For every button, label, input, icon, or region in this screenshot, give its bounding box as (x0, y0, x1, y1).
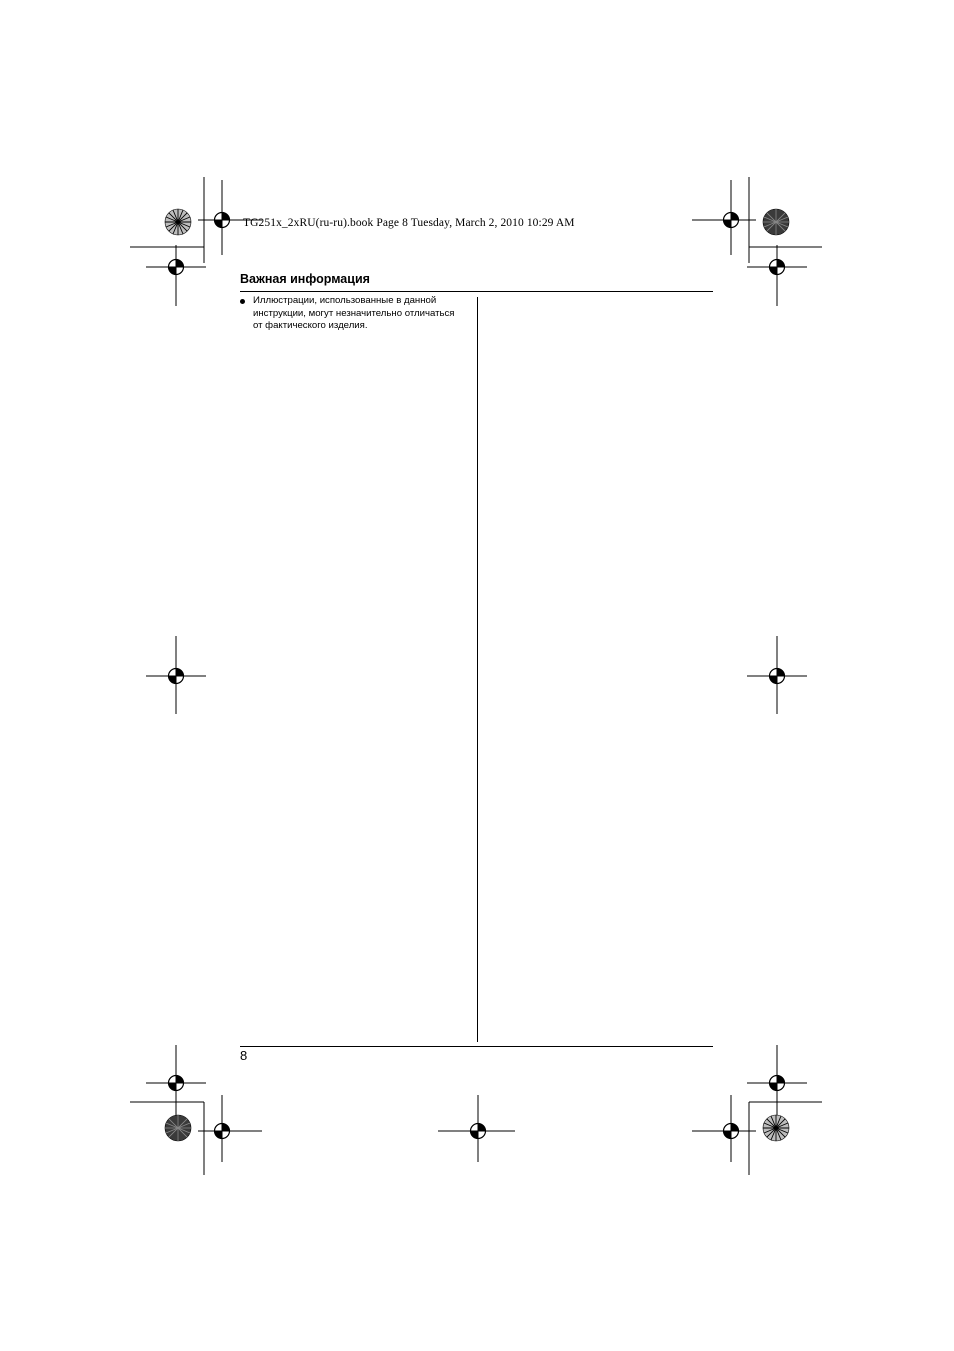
note-line: от фактического изделия. (253, 320, 368, 332)
section-title: Важная информация (240, 272, 370, 286)
note-line: инструкции, могут незначительно отличаться (253, 307, 455, 319)
page-number: 8 (240, 1048, 248, 1063)
bullet-dot (240, 299, 245, 304)
title-rule (240, 291, 713, 292)
file-info-header: TG251x_2xRU(ru-ru).book Page 8 Tuesday, March 2, 2010 10:29 AM (243, 217, 575, 229)
bullet-item (240, 295, 472, 333)
bullet-text (253, 295, 454, 333)
footer-rule (240, 1046, 713, 1047)
note-line: Иллюстрации, использованные в данной (253, 295, 437, 306)
column-divider (477, 297, 478, 1042)
